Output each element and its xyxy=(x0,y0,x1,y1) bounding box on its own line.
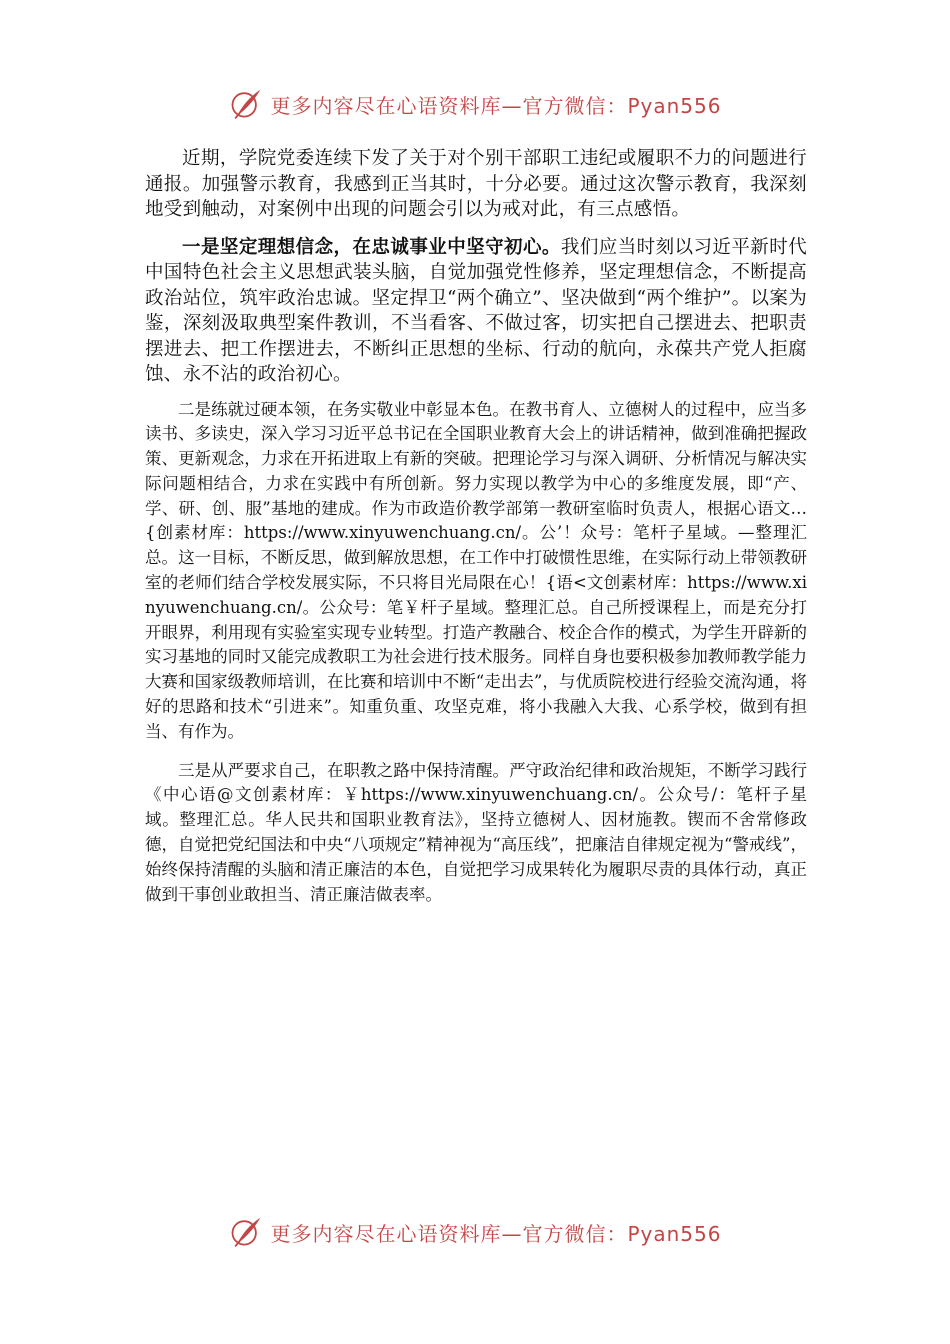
point-one-body: 我们应当时刻以习近平新时代中国特色社会主义思想武装头脑，自觉加强党性修养，坚定理想信念，不断提高政治站位，筑牢政治忠诚。坚定捍卫“两个确立”、坚决做到“两个维护”。以案为鉴，深刻汲取典型案件教训，不当看客、不做过客，切实把自己摆进去、把职责摆进去、把工作摆进去，不断纠正思想的坐标、行动的航向，永葆共产党人拒腐蚀、永不沾的政治初心。 xyxy=(145,236,807,385)
document-body xyxy=(145,146,807,907)
paragraph-intro: 近期，学院党委连续下发了关于对个别干部职工违纪或履职不力的问题进行通报。加强警示教育，我感到正当其时，十分必要。通过这次警示教育，我深刻地受到触动，对案例中出现的问题会引以为戒对此，有三点感悟。 xyxy=(145,148,807,220)
quill-pen-icon xyxy=(228,1214,264,1250)
paragraph-point-three: 三是从严要求自己，在职教之路中保持清醒。严守政治纪律和政治规矩，不断学习践行《中心语@文创素材库：￥https://www.xinyuwenchuang.cn/。公众号/：笔杆子星域。整理汇总。华人民共和国职业教育法》，坚持立德树人、因材施教。锲而不舍常修政德，自觉把党纪国法和中央“八项规定”精神视为“高压线”，把廉洁自律规定视为“警戒线”，始终保持清醒的头脑和清正廉洁的本色，自觉把学习成果转化为履职尽责的具体行动，真正做到干事创业敢担当、清正廉洁做表率。 xyxy=(145,760,807,904)
banner-text: 更多内容尽在心语资料库—官方微信：Pyan556 xyxy=(270,1221,722,1246)
point-one-heading: 一是坚定理想信念，在忠诚事业中坚守初心。 xyxy=(182,236,561,258)
footer-banner xyxy=(0,1212,950,1252)
quill-pen-icon xyxy=(228,86,264,122)
paragraph-point-one xyxy=(145,235,807,388)
paragraph-point-two: 二是练就过硬本领，在务实敬业中彰显本色。在教书育人、立德树人的过程中，应当多读书、多读史，深入学习习近平总书记在全国职业教育大会上的讲话精神，做到准确把握政策、更新观念，力求在开拓进取上有新的突破。把理论学习与深入调研、分析情况与解决实际问题相结合，力求在实践中有所创新。努力实现以教学为中心的多维度发展，即“产、学、研、创、服”基地的建成。作为市政造价教学部第一教研室临时负责人，根据心语文…{创素材库：https://www.xinyuwenchuang.cn/。公’！众号：笔杆子星域。—整理汇总。这一目标，不断反思，做到解放思想，在工作中打破惯性思维，在实际行动上带领教研室的老师们结合学校发展实际，不只将目光局限在心！{语<文创素材库：https://www.xinyuwenchuang.cn/。公众号：笔￥杆子星域。整理汇总。自己所授课程上，而是充分打开眼界，利用现有实验室实现专业转型。打造产教融合、校企合作的模式，为学生开辟新的实习基地的同时又能完成教职工为社会进行技术服务。同样自身也要积极参加教师教学能力大赛和国家级教师培训，在比赛和培训中不断“走出去”，与优质院校进行经验交流沟通，将好的思路和技术“引进来”。知重负重、攻坚克难，将小我融入大我、心系学校，做到有担当、有作为。 xyxy=(145,399,807,741)
header-banner xyxy=(0,84,950,124)
banner-text: 更多内容尽在心语资料库—官方微信：Pyan556 xyxy=(270,93,722,118)
